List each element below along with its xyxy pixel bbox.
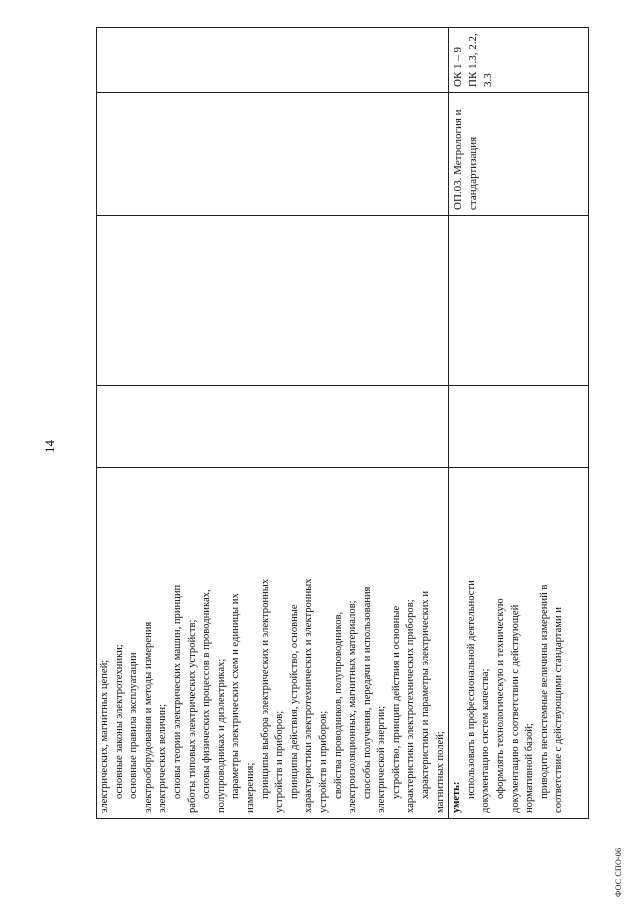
knowledge-line: электрических величин; bbox=[157, 703, 169, 813]
table-row bbox=[97, 28, 449, 819]
discipline-cell bbox=[449, 93, 589, 216]
skills-cell bbox=[449, 468, 589, 819]
skills-line: приводить несистемные величины измерений в bbox=[538, 584, 550, 799]
knowledge-line: способы получения, передачи и использования bbox=[361, 586, 373, 799]
empty-cell bbox=[97, 216, 449, 386]
empty-cell bbox=[449, 216, 589, 386]
knowledge-line: измерения; bbox=[244, 762, 256, 813]
skills-line: уметь: bbox=[451, 781, 463, 813]
knowledge-line: характеристики электротехнических приборов; bbox=[405, 599, 417, 813]
discipline-name: ОП.03. Метрология и стандартизация bbox=[452, 109, 480, 210]
knowledge-list bbox=[97, 468, 448, 818]
knowledge-line: устройство, принцип действия и основные bbox=[390, 605, 402, 799]
knowledge-line: устройств и приборов; bbox=[317, 710, 329, 813]
empty-cell bbox=[97, 386, 449, 468]
knowledge-line: параметры электрических схем и единицы их bbox=[230, 593, 242, 799]
knowledge-line: основы теории электрических машин, принцип bbox=[171, 584, 183, 799]
skills-line: оформлять технологическую и техническую bbox=[495, 598, 507, 799]
table-row bbox=[449, 28, 589, 819]
knowledge-line: принципы действия, устройство, основные bbox=[288, 604, 300, 799]
knowledge-line: электрооборудования и методы измерения bbox=[142, 621, 154, 813]
skills-line: соответствие с действующими стандартами и bbox=[553, 607, 565, 813]
knowledge-line: основные законы электротехники; bbox=[113, 644, 125, 799]
skills-line: документацию систем качества; bbox=[480, 668, 492, 813]
knowledge-line: характеристики и параметры электрических и bbox=[420, 590, 432, 799]
skills-line: использовать в профессиональной деятельности bbox=[465, 580, 477, 799]
empty-cell bbox=[449, 386, 589, 468]
knowledge-line: полупроводниках и диэлектриках; bbox=[215, 658, 227, 813]
knowledge-line: основы физических процессов в проводниках, bbox=[201, 589, 213, 799]
competency-table bbox=[96, 27, 589, 819]
empty-cell bbox=[97, 28, 449, 93]
knowledge-cell bbox=[97, 468, 449, 819]
skills-line: нормативной базой; bbox=[524, 723, 536, 813]
knowledge-line: магнитных полей; bbox=[434, 731, 446, 813]
skills-list bbox=[449, 468, 567, 818]
knowledge-line: устройств и приборов; bbox=[274, 710, 286, 813]
knowledge-line: работы типовых электрических устройств; bbox=[186, 619, 198, 813]
skills-line: документацию в соответствии с действующей bbox=[509, 604, 521, 813]
knowledge-line: электрической энергии; bbox=[376, 705, 388, 813]
knowledge-line: основные правила эксплуатации bbox=[128, 652, 140, 799]
competency-list bbox=[449, 28, 498, 92]
knowledge-line: свойства проводников, полупроводников, bbox=[332, 611, 344, 799]
knowledge-line: электроизоляционных, магнитных материалов; bbox=[347, 600, 359, 813]
page-number: 14 bbox=[42, 440, 57, 453]
empty-cell bbox=[97, 93, 449, 216]
competencies-cell bbox=[449, 28, 589, 93]
knowledge-line: принципы выбора электрических и электронных bbox=[259, 578, 271, 799]
knowledge-line: электрических, магнитных цепей; bbox=[99, 659, 110, 813]
competency-ok: ОК 1 – 9 bbox=[452, 46, 465, 87]
competency-pk: ПК 1.3, 2.2, 3.3 bbox=[467, 33, 495, 87]
knowledge-line: характеристики электротехнических и электронных bbox=[303, 578, 315, 813]
footer-code: ФОС СПО-06 bbox=[614, 847, 623, 897]
